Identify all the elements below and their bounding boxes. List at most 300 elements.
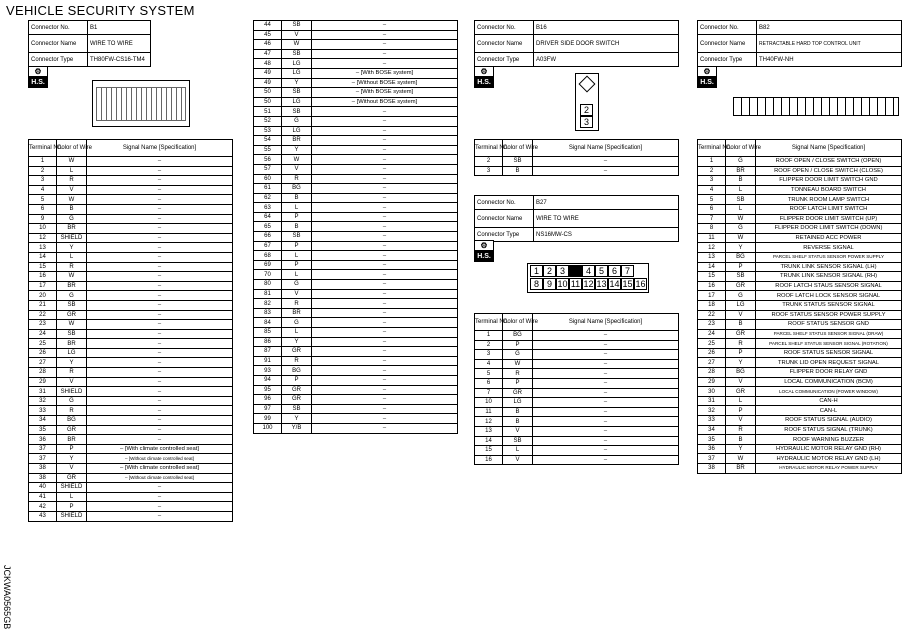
- table-row: [29, 444, 233, 454]
- cell-terminal: 43: [29, 511, 57, 521]
- cell-color: V: [726, 377, 756, 387]
- b16-connector-no-label: Connector No.: [475, 21, 534, 35]
- cell-signal: FLIPPER DOOR LIMIT SWITCH (DOWN): [756, 224, 902, 234]
- table-row: [254, 174, 458, 184]
- cell-terminal: 5: [475, 369, 503, 379]
- table-row: [475, 166, 679, 176]
- table-row: [29, 185, 233, 195]
- cell-signal: –: [312, 145, 458, 155]
- cell-terminal: 86: [254, 337, 282, 347]
- harness-side-icon: ⚙ H.S.: [474, 66, 494, 88]
- cell-terminal: 13: [698, 252, 726, 262]
- cell-signal: –: [87, 252, 233, 262]
- cell-terminal: 64: [254, 212, 282, 222]
- table-row: [254, 30, 458, 40]
- b27-connector-name-label: Connector Name: [475, 210, 534, 228]
- cell-terminal: 42: [29, 502, 57, 512]
- cell-terminal: 18: [698, 300, 726, 310]
- cell-terminal: 2: [475, 157, 503, 167]
- cell-terminal: 12: [29, 233, 57, 243]
- b1-info-block: [28, 20, 151, 67]
- cell-signal: –: [87, 195, 233, 205]
- table-row: [475, 378, 679, 388]
- b82-info-block: [697, 20, 902, 67]
- cell-signal: –: [533, 331, 679, 341]
- cell-signal: –: [312, 49, 458, 59]
- b27-pin: 6: [608, 265, 621, 277]
- cell-signal: –: [87, 483, 233, 493]
- cell-signal: –: [533, 436, 679, 446]
- b16-info-block: [474, 20, 679, 67]
- cell-color: W: [282, 40, 312, 50]
- cell-signal: ROOF STATUS SENSOR POWER SUPPLY: [756, 310, 902, 320]
- cell-signal: –: [87, 416, 233, 426]
- cell-color: BR: [726, 166, 756, 176]
- cell-terminal: 36: [29, 435, 57, 445]
- cell-signal: LOCAL COMMUNICATION (BCM): [756, 377, 902, 387]
- b16-terminal-table: Terminal No. Color of Wire Signal Name [Specification] 2 SB – 3 B –: [474, 139, 679, 176]
- b1-cont-terminal-table: [253, 20, 458, 434]
- cell-color: B: [503, 407, 533, 417]
- cell-signal: –: [87, 300, 233, 310]
- cell-color: BG: [726, 368, 756, 378]
- table-row: [254, 260, 458, 270]
- cell-color: SB: [282, 404, 312, 414]
- cell-color: Y: [57, 454, 87, 464]
- cell-terminal: 48: [254, 59, 282, 69]
- table-row: [475, 398, 679, 408]
- cell-signal: ROOF LATCH LOCK SENSOR SIGNAL: [756, 291, 902, 301]
- cell-signal: – [With BOSE system]: [312, 88, 458, 98]
- cell-signal: –: [312, 366, 458, 376]
- table-row: [698, 300, 902, 310]
- cell-terminal: 26: [698, 348, 726, 358]
- b27-connector-type-label: Connector Type: [475, 228, 534, 242]
- cell-color: LG: [57, 348, 87, 358]
- cell-terminal: 26: [29, 348, 57, 358]
- b1-connector-no: B1: [88, 21, 151, 35]
- b82-terminal-table: Terminal No. Color of Wire Signal Name [Specification] 1 G ROOF OPEN / CLOSE SWITCH (OPEN) 2 BR ROOF OPEN / CLOSE SWITCH (CLOSE) 3 B FLIPPER DOOR LIMIT SWITCH GND 4 L TONNEAU BOARD SWITCH 5 SB TRUNK ROOM LAMP SWITCH 6 L ROOF LATCH LIMIT SWITCH 7 W FLIPPER DOOR LIMIT SWITCH (UP) 8 G FLIPPER DOOR LIMIT SWITCH (DOWN) 11 W RETAINED ACC POWER 12 Y REVERSE SIGNAL 13 BG PARCEL SHELF STATUS SENSOR POWER SUPPLY 14 P TRUNK LINK SENSOR SIGNAL (LH) 15 SB TRUNK LINK SENSOR SIGNAL (RH) 16 GR ROOF LATCH STAUS SENSOR SIGNAL 17 G ROOF LATCH LOCK SENSOR SIGNAL 18 LG TRUNK STATUS SENSOR SIGNAL 22 V ROOF STATUS SENSOR POWER SUPPLY 23 B ROOF STATUS SENSOR GND 24 GR PARCEL SHELF STATUS SENSOR SIGNAL (DRAW) 25 R PARCEL SHELF STATUS SENSOR SIGNAL (ROTATION) 26 P ROOF STATUS SENSOR SIGNAL 27 Y TRUNK LID OPEN REQUEST SIGNAL 28 BG FLIPPER DOOR RELAY GND 29 V LOCAL COMMUNICATION (BCM) 30 GR LOCAL COMMUNICATION (POWER WINDOW) 31 L CAN-H 32 P CAN-L 33 V ROOF STATUS SIGNAL (AUDIO) 34 R ROOF STATUS SIGNAL (TRUNK) 35 B ROOF WARNING BUZZER 36 Y HYDRAULIC MOTOR RELAY GND (RH) 37 W HYDRAULIC MOTOR RELAY GND (LH) 38 BR HYDRAULIC MOTOR RELAY POWER SUPPLY: [697, 139, 902, 474]
- cell-color: V: [503, 426, 533, 436]
- table-row: [254, 414, 458, 424]
- cell-terminal: 47: [254, 49, 282, 59]
- b16-connector-face: [575, 73, 599, 131]
- cell-color: G: [726, 224, 756, 234]
- cell-terminal: 50: [254, 97, 282, 107]
- cell-color: P: [726, 262, 756, 272]
- cell-signal: –: [533, 157, 679, 167]
- cell-color: GR: [726, 329, 756, 339]
- cell-signal: –: [312, 414, 458, 424]
- cell-color: SB: [503, 436, 533, 446]
- cell-color: SB: [57, 300, 87, 310]
- cell-color: LG: [282, 68, 312, 78]
- cell-terminal: 5: [29, 195, 57, 205]
- cell-terminal: 32: [698, 406, 726, 416]
- cell-color: R: [726, 339, 756, 349]
- table-row: [29, 377, 233, 387]
- cell-color: BG: [57, 416, 87, 426]
- b27-pin: [569, 265, 582, 277]
- cell-terminal: 2: [698, 166, 726, 176]
- cell-color: R: [282, 356, 312, 366]
- cell-signal: –: [87, 262, 233, 272]
- col-terminal-header: Terminal No.: [29, 140, 57, 157]
- cell-color: Y: [282, 414, 312, 424]
- cell-terminal: 16: [475, 455, 503, 465]
- cell-signal: –: [87, 310, 233, 320]
- cell-signal: –: [87, 243, 233, 253]
- b82-connector-no-label: Connector No.: [698, 21, 757, 35]
- cell-color: L: [282, 251, 312, 261]
- cell-signal: –: [533, 166, 679, 176]
- cell-color: V: [57, 377, 87, 387]
- cell-terminal: 32: [29, 396, 57, 406]
- cell-terminal: 28: [29, 368, 57, 378]
- table-row: [475, 388, 679, 398]
- cell-color: Y: [726, 358, 756, 368]
- cell-signal: – [With BOSE system]: [312, 68, 458, 78]
- table-row: [475, 455, 679, 465]
- cell-terminal: 16: [29, 272, 57, 282]
- b82-connector-name-label: Connector Name: [698, 35, 757, 53]
- cell-signal: –: [87, 185, 233, 195]
- cell-signal: –: [312, 232, 458, 242]
- harness-side-icon: ⚙ H.S.: [28, 66, 48, 88]
- cell-color: L: [57, 166, 87, 176]
- cell-signal: CAN-L: [756, 406, 902, 416]
- cell-signal: – [With climate controlled seat]: [87, 444, 233, 454]
- cell-signal: –: [87, 348, 233, 358]
- cell-terminal: 45: [254, 30, 282, 40]
- cell-color: R: [282, 174, 312, 184]
- cell-color: G: [57, 396, 87, 406]
- cell-signal: –: [87, 377, 233, 387]
- table-row: [475, 350, 679, 360]
- cell-terminal: 17: [29, 281, 57, 291]
- cell-color: B: [57, 204, 87, 214]
- cell-terminal: 97: [254, 404, 282, 414]
- cell-signal: LOCAL COMMUNICATION (POWER WINDOW): [756, 387, 902, 397]
- cell-terminal: 15: [698, 272, 726, 282]
- cell-signal: – [Without BOSE system]: [312, 97, 458, 107]
- cell-terminal: 4: [698, 185, 726, 195]
- cell-terminal: 5: [698, 195, 726, 205]
- cell-terminal: 10: [29, 224, 57, 234]
- cell-signal: –: [533, 446, 679, 456]
- cell-color: L: [282, 328, 312, 338]
- cell-signal: ROOF LATCH STAUS SENSOR SIGNAL: [756, 281, 902, 291]
- cell-terminal: 31: [698, 396, 726, 406]
- cell-color: GR: [726, 281, 756, 291]
- b27-connector-no-label: Connector No.: [475, 196, 534, 210]
- cell-color: GR: [282, 347, 312, 357]
- table-row: [698, 281, 902, 291]
- cell-signal: –: [312, 184, 458, 194]
- cell-color: L: [282, 270, 312, 280]
- table-row: [698, 377, 902, 387]
- cell-color: Y: [57, 358, 87, 368]
- table-row: [29, 166, 233, 176]
- table-row: [254, 328, 458, 338]
- cell-signal: –: [312, 164, 458, 174]
- cell-color: L: [726, 396, 756, 406]
- cell-color: GR: [57, 425, 87, 435]
- cell-terminal: 49: [254, 78, 282, 88]
- cell-signal: –: [87, 320, 233, 330]
- table-row: [254, 49, 458, 59]
- b16-pin: 2: [580, 104, 593, 116]
- cell-color: P: [726, 348, 756, 358]
- cell-color: P: [57, 502, 87, 512]
- table-row: [29, 396, 233, 406]
- cell-color: SHIELD: [57, 511, 87, 521]
- cell-terminal: 6: [698, 204, 726, 214]
- cell-signal: –: [87, 176, 233, 186]
- cell-color: L: [282, 203, 312, 213]
- cell-signal: –: [312, 107, 458, 117]
- cell-signal: –: [312, 251, 458, 261]
- cell-signal: –: [533, 388, 679, 398]
- cell-color: V: [503, 455, 533, 465]
- b16-connector-name-label: Connector Name: [475, 35, 534, 53]
- b16-connector-no: B16: [534, 21, 679, 35]
- table-row: [29, 281, 233, 291]
- cell-signal: –: [312, 193, 458, 203]
- cell-signal: –: [312, 299, 458, 309]
- b27-pin: 3: [556, 265, 569, 277]
- b27-connector-face: [527, 263, 649, 293]
- cell-signal: RETAINED ACC POWER: [756, 233, 902, 243]
- cell-terminal: 85: [254, 328, 282, 338]
- cell-terminal: 38: [29, 464, 57, 474]
- cell-terminal: 25: [698, 339, 726, 349]
- cell-signal: –: [87, 502, 233, 512]
- cell-color: G: [282, 116, 312, 126]
- table-row: [254, 97, 458, 107]
- b27-pin: 5: [595, 265, 608, 277]
- cell-signal: –: [533, 378, 679, 388]
- cell-terminal: 1: [475, 331, 503, 341]
- table-row: [254, 59, 458, 69]
- b27-pin: 8: [530, 278, 543, 290]
- table-row: [29, 252, 233, 262]
- cell-signal: –: [87, 425, 233, 435]
- cell-terminal: 80: [254, 280, 282, 290]
- cell-signal: –: [87, 406, 233, 416]
- table-row: [698, 272, 902, 282]
- cell-terminal: 22: [698, 310, 726, 320]
- cell-signal: –: [533, 350, 679, 360]
- table-row: [254, 395, 458, 405]
- table-row: [698, 358, 902, 368]
- cell-color: G: [726, 291, 756, 301]
- cell-color: R: [57, 176, 87, 186]
- cell-color: SB: [57, 329, 87, 339]
- table-row: [698, 233, 902, 243]
- b27-pin: 4: [582, 265, 595, 277]
- cell-terminal: 6: [29, 204, 57, 214]
- cell-signal: –: [87, 329, 233, 339]
- cell-color: SHIELD: [57, 483, 87, 493]
- cell-color: SB: [282, 49, 312, 59]
- cell-terminal: 24: [29, 329, 57, 339]
- cell-color: L: [57, 492, 87, 502]
- cell-terminal: 46: [254, 40, 282, 50]
- table-row: [254, 21, 458, 31]
- b27-pin: 15: [622, 279, 633, 289]
- cell-terminal: 17: [698, 291, 726, 301]
- cell-signal: –: [312, 203, 458, 213]
- table-row: [29, 291, 233, 301]
- b27-info-block: [474, 195, 679, 242]
- cell-color: V: [57, 464, 87, 474]
- cell-color: B: [282, 222, 312, 232]
- table-row: [254, 347, 458, 357]
- table-row: [254, 107, 458, 117]
- cell-signal: FLIPPER DOOR LIMIT SWITCH GND: [756, 176, 902, 186]
- cell-color: G: [282, 318, 312, 328]
- cell-terminal: 60: [254, 174, 282, 184]
- cell-signal: ROOF STATUS SENSOR SIGNAL: [756, 348, 902, 358]
- cell-signal: –: [533, 426, 679, 436]
- cell-terminal: 63: [254, 203, 282, 213]
- cell-color: SHIELD: [57, 233, 87, 243]
- cell-terminal: 33: [29, 406, 57, 416]
- cell-terminal: 4: [29, 185, 57, 195]
- cell-color: V: [726, 310, 756, 320]
- cell-color: BG: [282, 366, 312, 376]
- cell-color: LG: [282, 97, 312, 107]
- cell-color: Y: [726, 444, 756, 454]
- cell-color: BG: [503, 331, 533, 341]
- col-color-header: Color of Wire: [57, 140, 87, 157]
- cell-color: Y: [282, 78, 312, 88]
- cell-signal: –: [312, 356, 458, 366]
- b27-pin: 16: [635, 279, 646, 289]
- cell-terminal: 7: [475, 388, 503, 398]
- cell-terminal: 96: [254, 395, 282, 405]
- cell-signal: –: [87, 435, 233, 445]
- table-row: [29, 473, 233, 483]
- table-row: [254, 280, 458, 290]
- cell-signal: –: [87, 387, 233, 397]
- cell-color: W: [726, 214, 756, 224]
- table-row: [254, 126, 458, 136]
- cell-terminal: 100: [254, 423, 282, 433]
- table-row: [698, 291, 902, 301]
- cell-terminal: 11: [698, 233, 726, 243]
- b27-connector-no: B27: [534, 196, 679, 210]
- b1-connector-no-label: Connector No.: [29, 21, 88, 35]
- cell-color: LG: [726, 300, 756, 310]
- table-row: [698, 416, 902, 426]
- table-row: [254, 116, 458, 126]
- cell-terminal: 62: [254, 193, 282, 203]
- table-row: [698, 348, 902, 358]
- cell-color: Y: [726, 243, 756, 253]
- cell-signal: –: [312, 21, 458, 31]
- cell-color: V: [282, 289, 312, 299]
- cell-color: LG: [503, 398, 533, 408]
- cell-signal: HYDRAULIC MOTOR RELAY GND (LH): [756, 454, 902, 464]
- cell-color: P: [282, 241, 312, 251]
- table-row: [29, 387, 233, 397]
- cell-terminal: 1: [29, 157, 57, 167]
- b1-connector-name-label: Connector Name: [29, 35, 88, 53]
- table-row: [29, 483, 233, 493]
- table-row: [254, 308, 458, 318]
- cell-signal: –: [312, 423, 458, 433]
- cell-signal: PARCEL SHELF STATUS SENSOR POWER SUPPLY: [756, 252, 902, 262]
- cell-color: W: [57, 195, 87, 205]
- cell-signal: TRUNK LINK SENSOR SIGNAL (LH): [756, 262, 902, 272]
- col-signal-header: Signal Name [Specification]: [87, 140, 233, 157]
- cell-color: G: [57, 214, 87, 224]
- table-row: [29, 435, 233, 445]
- cell-color: W: [57, 272, 87, 282]
- cell-terminal: 49: [254, 68, 282, 78]
- table-row: [698, 396, 902, 406]
- cell-terminal: 54: [254, 136, 282, 146]
- cell-signal: –: [87, 368, 233, 378]
- cell-color: Y: [282, 337, 312, 347]
- table-row: [254, 68, 458, 78]
- cell-color: B: [503, 417, 533, 427]
- cell-terminal: 57: [254, 164, 282, 174]
- cell-signal: – [With climate controlled seat]: [87, 464, 233, 474]
- cell-color: SB: [726, 272, 756, 282]
- cell-terminal: 70: [254, 270, 282, 280]
- b16-key-icon: [579, 76, 596, 93]
- table-row: [29, 195, 233, 205]
- cell-terminal: 95: [254, 385, 282, 395]
- cell-signal: –: [87, 396, 233, 406]
- cell-terminal: 37: [698, 454, 726, 464]
- cell-signal: –: [312, 222, 458, 232]
- cell-color: V: [282, 164, 312, 174]
- cell-terminal: 33: [698, 416, 726, 426]
- cell-color: B: [726, 320, 756, 330]
- cell-color: Y: [282, 145, 312, 155]
- table-row: [254, 404, 458, 414]
- cell-color: W: [282, 155, 312, 165]
- cell-color: V: [282, 30, 312, 40]
- table-row: [254, 40, 458, 50]
- table-row: [254, 270, 458, 280]
- cell-terminal: 35: [698, 435, 726, 445]
- cell-terminal: 38: [698, 464, 726, 474]
- cell-signal: –: [312, 395, 458, 405]
- cell-color: Y/B: [282, 423, 312, 433]
- cell-signal: – [Without climate controlled seat]: [87, 454, 233, 464]
- table-row: [698, 444, 902, 454]
- cell-terminal: 81: [254, 289, 282, 299]
- cell-terminal: 21: [29, 300, 57, 310]
- cell-signal: –: [87, 492, 233, 502]
- table-row: [29, 272, 233, 282]
- cell-signal: ROOF STATUS SIGNAL (AUDIO): [756, 416, 902, 426]
- cell-signal: TRUNK LINK SENSOR SIGNAL (RH): [756, 272, 902, 282]
- cell-signal: –: [87, 233, 233, 243]
- table-row: [698, 166, 902, 176]
- cell-terminal: 4: [475, 359, 503, 369]
- cell-color: W: [503, 359, 533, 369]
- cell-terminal: 14: [475, 436, 503, 446]
- cell-color: GR: [282, 395, 312, 405]
- table-row: [29, 348, 233, 358]
- cell-color: B: [726, 435, 756, 445]
